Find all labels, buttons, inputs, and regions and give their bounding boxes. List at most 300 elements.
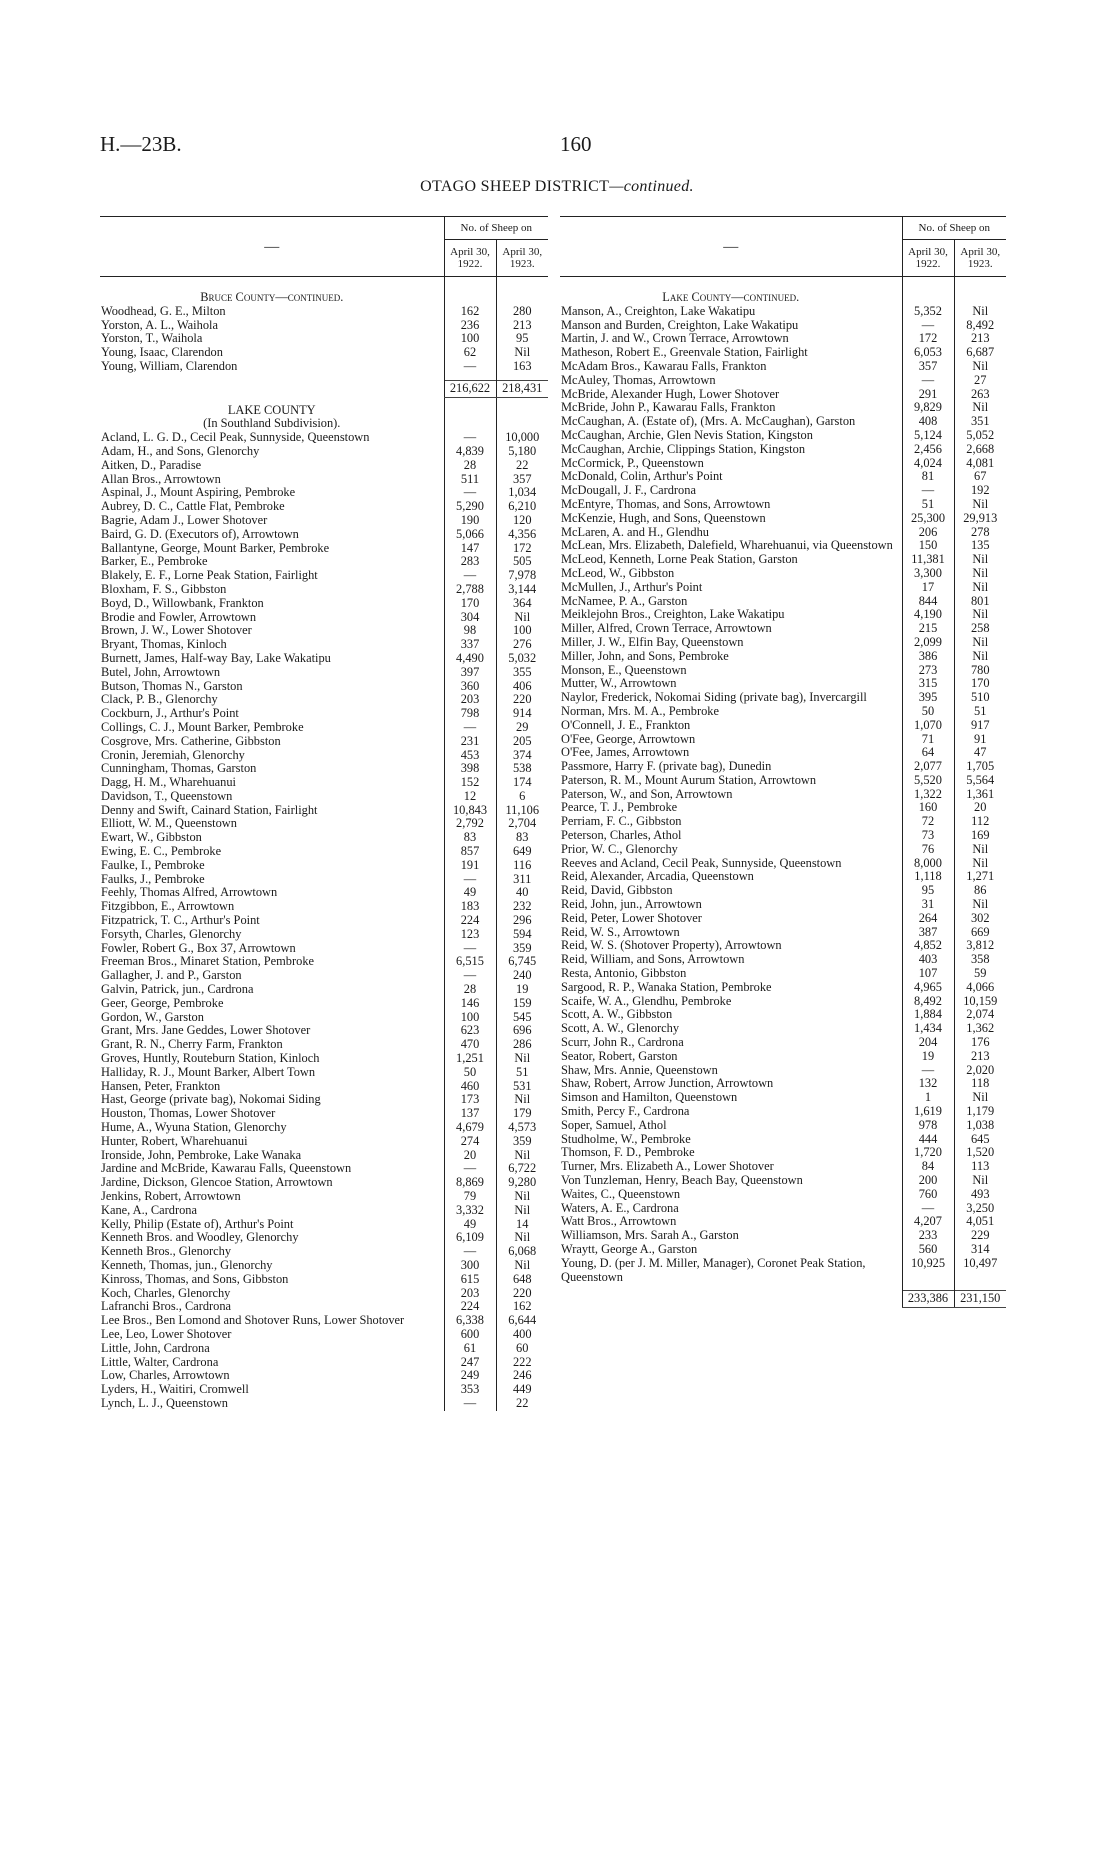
- table-row: [100, 332, 548, 346]
- table-row: [100, 1259, 548, 1273]
- sheep-1923: 176: [954, 1036, 1006, 1050]
- sheep-1923: Nil: [954, 898, 1006, 912]
- sheep-1923: 232: [496, 900, 548, 914]
- table-row: [100, 445, 548, 459]
- sheep-1922: 6,109: [444, 1231, 496, 1245]
- table-row: [560, 1036, 1006, 1050]
- owner-name: O'Fee, George, Arrowtown: [561, 732, 696, 746]
- owner-name: Waites, C., Queenstown: [561, 1187, 681, 1201]
- owner-name: Woodhead, G. E., Milton: [101, 304, 226, 318]
- table-row: [100, 928, 548, 942]
- owner-name: Ironside, John, Pembroke, Lake Wanaka: [101, 1148, 302, 1162]
- sheep-1923: 4,066: [954, 981, 1006, 995]
- owner-name: Turner, Mrs. Elizabeth A., Lower Shotover: [561, 1160, 774, 1174]
- sheep-1923: 179: [496, 1107, 548, 1121]
- table-row: [560, 498, 1006, 512]
- owner-name: Bagrie, Adam J., Lower Shotover: [101, 513, 268, 527]
- owner-name: Bloxham, F. S., Gibbston: [101, 582, 227, 596]
- sheep-1923: 229: [954, 1229, 1006, 1243]
- owner-name: Kinross, Thomas, and Sons, Gibbston: [101, 1272, 289, 1286]
- sheep-1922: 11,381: [902, 553, 954, 567]
- table-row: [560, 470, 1006, 484]
- owner-name: McMullen, J., Arthur's Point: [561, 580, 703, 594]
- sheep-1923: 311: [496, 873, 548, 887]
- table-row: [100, 473, 548, 487]
- owner-name: Martin, J. and W., Crown Terrace, Arrowtown: [561, 332, 789, 346]
- sheep-1922: 4,839: [444, 445, 496, 459]
- owner-name: Ewing, E. C., Pembroke: [101, 845, 222, 859]
- owner-name: Grant, R. N., Cherry Farm, Frankton: [101, 1038, 283, 1052]
- sheep-1923: Nil: [954, 401, 1006, 415]
- owner-name: Wraytt, George A., Garston: [561, 1242, 698, 1256]
- owner-name: Scott, A. W., Gibbston: [561, 1008, 673, 1022]
- table-row: [100, 1149, 548, 1163]
- sheep-1922: 233: [902, 1229, 954, 1243]
- sheep-1922: 291: [902, 388, 954, 402]
- sheep-group-header: No. of Sheep on: [902, 217, 1006, 240]
- owner-name: Low, Charles, Arrowtown: [101, 1369, 230, 1383]
- table-row: [560, 1229, 1006, 1243]
- sheep-1923: 3,812: [954, 939, 1006, 953]
- table-row: [100, 790, 548, 804]
- owner-name: Scaife, W. A., Glendhu, Pembroke: [561, 994, 732, 1008]
- sheep-1923: 27: [954, 374, 1006, 388]
- total-1923: 218,431: [496, 380, 548, 397]
- sheep-1923: 286: [496, 1038, 548, 1052]
- table-row: [560, 1188, 1006, 1202]
- sheep-1922: 249: [444, 1369, 496, 1383]
- sheep-1923: 1,361: [954, 788, 1006, 802]
- sheep-1923: 213: [496, 319, 548, 333]
- sheep-1922: 20: [444, 1149, 496, 1163]
- name-column-header: —: [560, 217, 902, 277]
- owner-name: Baird, G. D. (Executors of), Arrowtown: [101, 527, 299, 541]
- sheep-1922: 76: [902, 843, 954, 857]
- sheep-1923: 20: [954, 801, 1006, 815]
- sheep-1923: 86: [954, 884, 1006, 898]
- owner-name: Blakely, E. F., Lorne Peak Station, Fairlight: [101, 569, 318, 583]
- sheep-1922: 28: [444, 983, 496, 997]
- owner-name: Manson, A., Creighton, Lake Wakatipu: [561, 304, 756, 318]
- sheep-1922: —: [444, 569, 496, 583]
- table-row: [560, 912, 1006, 926]
- owner-name: Williamson, Mrs. Sarah A., Garston: [561, 1229, 739, 1243]
- sheep-1922: 387: [902, 926, 954, 940]
- total-row: [100, 380, 548, 397]
- table-row: [560, 1215, 1006, 1229]
- table-row: [100, 997, 548, 1011]
- owner-name: Reid, John, jun., Arrowtown: [561, 898, 702, 912]
- bruce-county-heading: Bruce County—continued.: [200, 291, 344, 304]
- sheep-1923: 10,159: [954, 995, 1006, 1009]
- table-row: [100, 542, 548, 556]
- owner-name: Miller, Alfred, Crown Terrace, Arrowtown: [561, 622, 772, 636]
- owner-name: Thomson, F. D., Pembroke: [561, 1146, 695, 1160]
- sheep-1922: 172: [902, 332, 954, 346]
- sheep-1923: 8,492: [954, 319, 1006, 333]
- sheep-1922: 4,965: [902, 981, 954, 995]
- sheep-1923: 449: [496, 1383, 548, 1397]
- table-row: [100, 652, 548, 666]
- owner-name: Seator, Robert, Garston: [561, 1049, 678, 1063]
- table-row: [560, 677, 1006, 691]
- table-row: [560, 608, 1006, 622]
- sheep-1922: 100: [444, 332, 496, 346]
- sheep-1923: Nil: [496, 346, 548, 360]
- sheep-1922: 152: [444, 776, 496, 790]
- owner-name: Jenkins, Robert, Arrowtown: [101, 1190, 241, 1203]
- sheep-1923: 6: [496, 790, 548, 804]
- sheep-1922: 1,434: [902, 1022, 954, 1036]
- sheep-1922: —: [902, 319, 954, 333]
- owner-name: McAuley, Thomas, Arrowtown: [561, 373, 716, 387]
- name-column-header: —: [100, 217, 444, 277]
- table-row: [100, 638, 548, 652]
- owner-name: Ballantyne, George, Mount Barker, Pembroke: [101, 541, 330, 555]
- sheep-1923: 6,687: [954, 346, 1006, 360]
- sheep-1922: 453: [444, 749, 496, 763]
- sheep-1922: 4,207: [902, 1215, 954, 1229]
- sheep-1923: 696: [496, 1024, 548, 1038]
- sheep-1922: 132: [902, 1077, 954, 1091]
- sheep-1922: 10,925: [902, 1257, 954, 1285]
- sheep-1922: —: [902, 1202, 954, 1216]
- lake-county-subheading-row: [100, 417, 548, 431]
- sheep-1922: 231: [444, 735, 496, 749]
- sheep-1923: 22: [496, 1397, 548, 1411]
- sheep-1923: 11,106: [496, 804, 548, 818]
- table-row: [100, 1135, 548, 1149]
- table-row: [560, 774, 1006, 788]
- sheep-1923: 258: [954, 622, 1006, 636]
- sheep-1923: 801: [954, 595, 1006, 609]
- sheep-1923: 100: [496, 624, 548, 638]
- table-row: [100, 1066, 548, 1080]
- sheep-1922: 2,792: [444, 817, 496, 831]
- owner-name: Little, John, Cardrona: [101, 1341, 210, 1355]
- owner-name: Brown, J. W., Lower Shotover: [101, 624, 252, 638]
- sheep-1923: 205: [496, 735, 548, 749]
- sheep-1922: —: [444, 1162, 496, 1176]
- sheep-1922: 444: [902, 1133, 954, 1147]
- sheep-1922: 170: [444, 597, 496, 611]
- sheep-1923: 29: [496, 721, 548, 735]
- table-row: [100, 886, 548, 900]
- table-row: [100, 514, 548, 528]
- owner-name: McLeod, W., Gibbston: [561, 566, 675, 580]
- sheep-1922: 5,124: [902, 429, 954, 443]
- spacer-row: [100, 277, 548, 292]
- spacer-cell: [902, 277, 954, 292]
- owner-name: McAdam Bros., Kawarau Falls, Frankton: [561, 359, 767, 373]
- sheep-1923: 240: [496, 969, 548, 983]
- spacer-cell: [444, 277, 496, 292]
- sheep-1922: 2,099: [902, 636, 954, 650]
- sheep-1922: —: [902, 1064, 954, 1078]
- sheep-1923: 364: [496, 597, 548, 611]
- sheep-1922: 4,490: [444, 652, 496, 666]
- sheep-1922: 4,024: [902, 457, 954, 471]
- sheep-1922: 190: [444, 514, 496, 528]
- table-row: [100, 1273, 548, 1287]
- sheep-1923: 3,144: [496, 583, 548, 597]
- right-table: [560, 216, 1006, 1308]
- owner-name: O'Fee, James, Arrowtown: [561, 746, 690, 760]
- owner-name: Elliott, W. M., Queenstown: [101, 817, 237, 831]
- sheep-1922: 397: [444, 666, 496, 680]
- owner-name: Smith, Percy F., Cardrona: [561, 1105, 690, 1119]
- sheep-1923: 112: [954, 815, 1006, 829]
- table-row: [100, 1093, 548, 1107]
- table-row: [100, 1328, 548, 1342]
- sheep-1922: 83: [444, 831, 496, 845]
- owner-name: McLeod, Kenneth, Lorne Peak Station, Garston: [561, 553, 798, 567]
- sheep-1922: 5,520: [902, 774, 954, 788]
- owner-name: Mutter, W., Arrowtown: [561, 677, 677, 691]
- owner-name: Hume, A., Wyuna Station, Glenorchy: [101, 1121, 287, 1135]
- sheep-1922: 95: [902, 884, 954, 898]
- sheep-1922: 978: [902, 1119, 954, 1133]
- sheep-1922: —: [444, 360, 496, 374]
- sheep-1923: 6,722: [496, 1162, 548, 1176]
- sheep-1923: 357: [496, 473, 548, 487]
- sheep-1922: 760: [902, 1188, 954, 1202]
- sheep-1922: 1,118: [902, 870, 954, 884]
- owner-name: McEntyre, Thomas, and Sons, Arrowtown: [561, 497, 771, 511]
- sheep-1922: 10,843: [444, 804, 496, 818]
- sheep-1922: 17: [902, 581, 954, 595]
- table-row: [560, 443, 1006, 457]
- sheep-1923: Nil: [954, 567, 1006, 581]
- sheep-1922: 395: [902, 691, 954, 705]
- owner-name: Collings, C. J., Mount Barker, Pembroke: [101, 720, 304, 734]
- sheep-1922: 337: [444, 638, 496, 652]
- owner-name: McDougall, J. F., Cardrona: [561, 484, 696, 498]
- sheep-1923: 19: [496, 983, 548, 997]
- table-row: [560, 788, 1006, 802]
- owner-name: McDonald, Colin, Arthur's Point: [561, 470, 723, 484]
- table-row: [100, 1162, 548, 1176]
- table-row: [560, 953, 1006, 967]
- sheep-1922: 72: [902, 815, 954, 829]
- sheep-1923: 538: [496, 762, 548, 776]
- owner-name: Fitzgibbon, E., Arrowtown: [101, 900, 235, 914]
- sheep-1923: 83: [496, 831, 548, 845]
- sheep-1922: 224: [444, 1300, 496, 1314]
- table-row: [560, 1064, 1006, 1078]
- table-row: [560, 595, 1006, 609]
- owner-name: Kane, A., Cardrona: [101, 1203, 197, 1217]
- sheep-1923: Nil: [496, 611, 548, 625]
- sheep-1922: 50: [902, 705, 954, 719]
- table-row: [560, 1091, 1006, 1105]
- table-row: [560, 1105, 1006, 1119]
- sheep-1923: 91: [954, 733, 1006, 747]
- sheep-1923: 10,000: [496, 431, 548, 445]
- sheep-1922: 511: [444, 473, 496, 487]
- sheep-1922: 160: [902, 801, 954, 815]
- table-row: [100, 1287, 548, 1301]
- sheep-1923: 2,668: [954, 443, 1006, 457]
- table-row: [560, 526, 1006, 540]
- owner-name: McBride, John P., Kawarau Falls, Frankton: [561, 401, 776, 415]
- owner-name: Peterson, Charles, Athol: [561, 829, 682, 843]
- sheep-1923: 4,051: [954, 1215, 1006, 1229]
- sheep-1922: 12: [444, 790, 496, 804]
- sheep-1923: 374: [496, 749, 548, 763]
- sheep-1922: 247: [444, 1356, 496, 1370]
- sheep-1923: 6,068: [496, 1245, 548, 1259]
- table-row: [100, 486, 548, 500]
- sheep-1922: 2,788: [444, 583, 496, 597]
- table-row: [560, 539, 1006, 553]
- table-row: [560, 1146, 1006, 1160]
- table-row: [100, 1204, 548, 1218]
- sheep-1922: 1: [902, 1091, 954, 1105]
- table-row: [560, 1050, 1006, 1064]
- sheep-1923: 1,038: [954, 1119, 1006, 1133]
- owner-name: Reid, William, and Sons, Arrowtown: [561, 953, 745, 967]
- table-row: [560, 967, 1006, 981]
- sheep-1922: 1,619: [902, 1105, 954, 1119]
- table-row: [560, 1243, 1006, 1257]
- table-row: [100, 569, 548, 583]
- sheep-1922: 236: [444, 319, 496, 333]
- owner-name: Reid, W. S. (Shotover Property), Arrowtown: [561, 939, 782, 953]
- sheep-1922: 123: [444, 928, 496, 942]
- sheep-1922: —: [444, 486, 496, 500]
- document-reference: H.—23B.: [100, 132, 182, 156]
- sheep-1922: —: [444, 431, 496, 445]
- sheep-1923: 1,034: [496, 486, 548, 500]
- owner-name: Shaw, Robert, Arrow Junction, Arrowtown: [561, 1077, 774, 1091]
- sheep-1923: 914: [496, 707, 548, 721]
- owner-name: Hast, George (private bag), Nokomai Siding: [101, 1093, 321, 1107]
- table-row: [560, 1008, 1006, 1022]
- table-row: [100, 873, 548, 887]
- sheep-1923: 594: [496, 928, 548, 942]
- empty-cell: [954, 291, 1006, 305]
- sheep-1923: 3,250: [954, 1202, 1006, 1216]
- table-row: [100, 555, 548, 569]
- sheep-1923: 213: [954, 332, 1006, 346]
- table-row: [560, 843, 1006, 857]
- sheep-1923: 7,978: [496, 569, 548, 583]
- owner-name: Lynch, L. J., Queenstown: [101, 1396, 228, 1410]
- owner-name: O'Connell, J. E., Frankton: [561, 718, 691, 732]
- col-1923-header: April 30, 1923.: [954, 240, 1006, 277]
- sheep-1923: Nil: [954, 608, 1006, 622]
- sheep-1923: 406: [496, 680, 548, 694]
- sheep-1922: 408: [902, 415, 954, 429]
- sheep-1923: Nil: [954, 857, 1006, 871]
- table-row: [560, 484, 1006, 498]
- left-table-body: [100, 277, 548, 1411]
- sheep-1923: 493: [954, 1188, 1006, 1202]
- owner-name: McLean, Mrs. Elizabeth, Dalefield, Wharehuanui, via Queenstown: [561, 539, 893, 553]
- sheep-1922: 183: [444, 900, 496, 914]
- owner-name: Passmore, Harry F. (private bag), Dunedin: [561, 760, 772, 774]
- owner-name: Lyders, H., Waitiri, Cromwell: [101, 1383, 249, 1397]
- owner-name: Forsyth, Charles, Glenorchy: [101, 927, 242, 941]
- sheep-1923: 9,280: [496, 1176, 548, 1190]
- sheep-1923: 47: [954, 746, 1006, 760]
- total-1922: 216,622: [444, 380, 496, 397]
- sheep-1922: 1,070: [902, 719, 954, 733]
- sheep-1922: 4,190: [902, 608, 954, 622]
- total-label: [560, 1291, 902, 1308]
- owner-name: Sargood, R. P., Wanaka Station, Pembroke: [561, 980, 772, 994]
- owner-name: Soper, Samuel, Athol: [561, 1118, 667, 1132]
- table-row: [100, 969, 548, 983]
- owner-name: McCormick, P., Queenstown: [561, 456, 704, 470]
- table-row: [100, 735, 548, 749]
- sheep-1923: 1,362: [954, 1022, 1006, 1036]
- sheep-1922: 470: [444, 1038, 496, 1052]
- sheep-1923: 174: [496, 776, 548, 790]
- table-row: [560, 415, 1006, 429]
- sheep-1923: 6,644: [496, 1314, 548, 1328]
- owner-name: Barker, E., Pembroke: [101, 555, 208, 569]
- table-row: [560, 346, 1006, 360]
- sheep-1922: —: [444, 942, 496, 956]
- page-title: [0, 178, 1114, 196]
- empty-cell: [444, 404, 496, 418]
- table-row: [100, 1190, 548, 1204]
- spacer-cell: [560, 277, 902, 292]
- sheep-1922: 460: [444, 1080, 496, 1094]
- sheep-1923: 505: [496, 555, 548, 569]
- sheep-1923: 2,020: [954, 1064, 1006, 1078]
- sheep-1922: 283: [444, 555, 496, 569]
- sheep-1922: 147: [444, 542, 496, 556]
- sheep-1923: Nil: [496, 1204, 548, 1218]
- table-row: [560, 650, 1006, 664]
- sheep-1922: 73: [902, 829, 954, 843]
- owner-name: Kenneth Bros., Glenorchy: [101, 1245, 232, 1259]
- table-row: [560, 622, 1006, 636]
- table-row: [560, 746, 1006, 760]
- empty-cell: [444, 417, 496, 431]
- sheep-1923: 917: [954, 719, 1006, 733]
- sheep-1922: 273: [902, 664, 954, 678]
- owner-name: Aspinal, J., Mount Aspiring, Pembroke: [101, 486, 296, 500]
- owner-name: Matheson, Robert E., Greenvale Station, Fairlight: [561, 346, 808, 360]
- table-row: [560, 705, 1006, 719]
- table-row: [560, 815, 1006, 829]
- left-panel: [100, 216, 548, 1411]
- table-row: [100, 914, 548, 928]
- table-row: [560, 332, 1006, 346]
- sheep-1922: 100: [444, 1011, 496, 1025]
- table-row: [100, 762, 548, 776]
- owner-name: Reeves and Acland, Cecil Peak, Sunnyside, Queenstown: [561, 856, 842, 870]
- sheep-1922: 6,338: [444, 1314, 496, 1328]
- lake-county-continued-heading-row: [560, 291, 1006, 305]
- owner-name: McKenzie, Hugh, and Sons, Queenstown: [561, 511, 766, 525]
- sheep-1923: Nil: [954, 553, 1006, 567]
- table-row: [100, 666, 548, 680]
- sheep-1923: 10,497: [954, 1257, 1006, 1285]
- owner-name: Groves, Huntly, Routeburn Station, Kinloch: [101, 1052, 320, 1066]
- sheep-1922: 50: [444, 1066, 496, 1080]
- right-table-body: [560, 277, 1006, 1308]
- sheep-1922: 4,679: [444, 1121, 496, 1135]
- sheep-1922: 5,066: [444, 528, 496, 542]
- owner-name: Davidson, T., Queenstown: [101, 789, 233, 803]
- sheep-1923: Nil: [954, 581, 1006, 595]
- owner-name: Resta, Antonio, Gibbston: [561, 967, 687, 981]
